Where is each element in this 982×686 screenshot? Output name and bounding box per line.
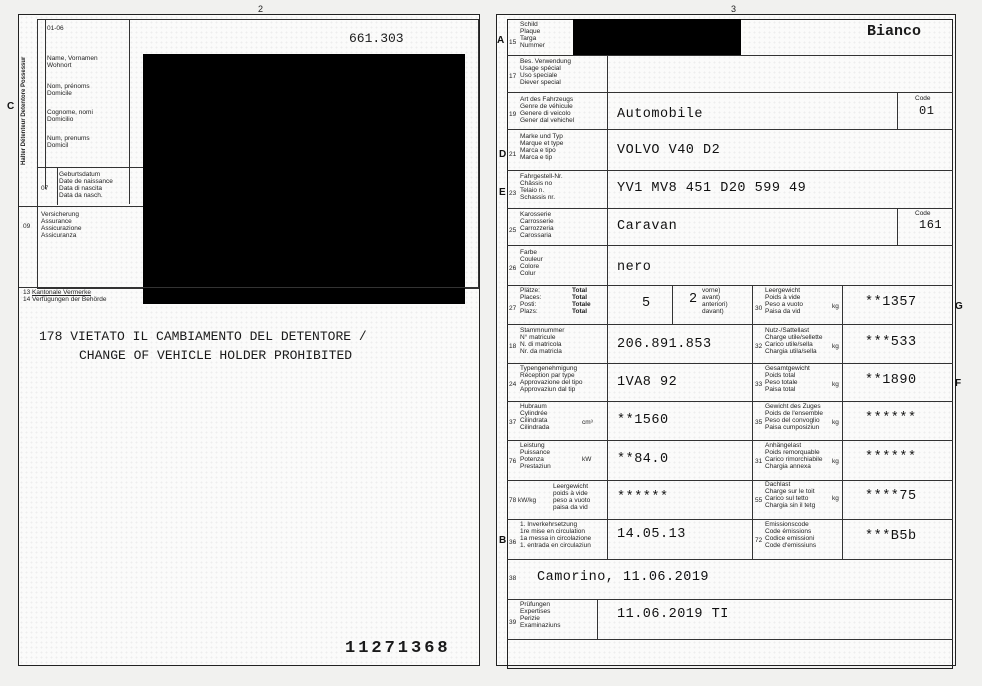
holder-code: 01-06 — [47, 25, 64, 32]
colour-code: 26 — [509, 265, 517, 272]
first-reg-code: 36 — [509, 539, 517, 546]
empty-weight-code: 30 — [755, 305, 763, 312]
trailer-load-unit: kg — [832, 458, 839, 465]
chassis-value: YV1 MV8 451 D20 599 49 — [617, 181, 807, 196]
displacement-code: 37 — [509, 419, 517, 426]
roof-load-unit: kg — [832, 495, 839, 502]
payload-labels: Nutz-/Sattellast Charge utile/sellette Carico utile/sella Chargia utila/sella — [765, 327, 823, 355]
empty-weight-unit: kg — [832, 303, 839, 310]
master-no-labels: Stammnummer N° matricule N. di matricola Nr. da matricla — [520, 327, 565, 355]
train-weight-unit: kg — [832, 419, 839, 426]
kw-per-kg-labels: Leergewicht poids à vide peso a vuoto paisa da vid — [553, 483, 591, 511]
type-code: 19 — [509, 111, 517, 118]
first-reg-value: 14.05.13 — [617, 527, 686, 542]
holder-name-it: Cognome, nomi Domicilio — [47, 109, 93, 123]
page-number-left: 2 — [258, 4, 264, 14]
place-date-value: Camorino, 11.06.2019 — [537, 570, 710, 585]
train-weight-labels: Gewicht des Zuges Poids de l'ensemble Peso del convoglio Paisa cumposiziun — [765, 403, 823, 431]
power-value: **84.0 — [617, 452, 669, 467]
brand-code: 21 — [509, 151, 517, 158]
use-labels: Bes. Verwendung Usage spécial Uso speciale Diever special — [520, 58, 571, 86]
type-labels: Art des Fahrzeugs Genre de véhicule Genere di veicolo Gener dal vehichel — [520, 96, 575, 124]
insurance-labels: Versicherung Assurance Assicurazione Assicuranza — [41, 211, 82, 239]
inspection-value: 11.06.2019 TI — [617, 607, 729, 622]
seats-front-labels: vorne) avant) anteriori) davant) — [702, 287, 728, 315]
type-approval-value: 1VA8 92 — [617, 375, 678, 390]
redaction-box — [143, 54, 465, 304]
cantonal-notes: 13 Kantonale Vermerke 14 Verfügungen der Behörde — [23, 289, 107, 303]
body-code: 25 — [509, 227, 517, 234]
letter-d: D — [499, 149, 507, 160]
power-labels: Leistung Puissance Potenza Prestaziun — [520, 442, 551, 470]
birth-code: 07 — [41, 185, 49, 192]
colour-value: nero — [617, 260, 652, 275]
vehicle-type-value: Automobile — [617, 107, 704, 122]
right-page — [496, 14, 963, 666]
plate-labels: Schild Plaque Targa Nummer — [520, 21, 545, 49]
remark-line-1: 178 VIETATO IL CAMBIAMENTO DEL DETENTORE / — [39, 329, 367, 344]
trailer-load-code: 31 — [755, 458, 763, 465]
emission-value: ***B5b — [865, 529, 917, 544]
section-letter-c: C — [7, 101, 15, 112]
page-number-right: 3 — [731, 4, 737, 14]
letter-g: G — [955, 301, 963, 312]
left-page — [7, 14, 480, 666]
total-weight-value: **1890 — [865, 373, 917, 388]
kw-per-kg-value: ****** — [617, 490, 669, 505]
holder-number: 661.303 — [349, 31, 404, 46]
type-approval-labels: Typengenehmigung Réception par type Approvazione del tipo Approvaziun dal tip — [520, 365, 583, 393]
seats-front-value: 2 — [689, 292, 698, 307]
displacement-unit: cm³ — [582, 419, 593, 426]
place-date-code: 38 — [509, 575, 517, 582]
total-weight-code: 33 — [755, 381, 763, 388]
first-reg-labels: 1. Inverkehrsetzung 1re mise en circulation 1a messa in circolazione 1. entrada en circulaziun — [520, 521, 592, 549]
emission-labels: Emissionscode Code émissions Codice emissioni Code d'emissiuns — [765, 521, 817, 549]
body-labels: Karosserie Carrosserie Carrozzeria Carossaria — [520, 211, 554, 239]
chassis-labels: Fahrgestell-Nr. Châssis no Telaio n. Schassis nr. — [520, 173, 563, 201]
train-weight-value: ****** — [865, 411, 917, 426]
seats-total-value: 5 — [642, 296, 651, 311]
total-weight-unit: kg — [832, 381, 839, 388]
empty-weight-value: **1357 — [865, 295, 917, 310]
roof-load-labels: Dachlast Charge sur le toit Carico sul tetto Chargia sin il tetg — [765, 481, 816, 509]
train-weight-code: 35 — [755, 419, 763, 426]
empty-weight-labels: Leergewicht Poids à vide Peso a vuoto Paisa da vid — [765, 287, 803, 315]
plate-colour: Bianco — [867, 23, 922, 40]
letter-f: F — [955, 378, 962, 389]
body-value: Caravan — [617, 219, 678, 234]
body-code-value: 161 — [919, 218, 943, 232]
body-code-label: Code — [915, 210, 931, 217]
holder-side-label: Halter Détenteur Detentore Possessur — [21, 56, 27, 165]
seats-totals: Total Total Totale Total — [572, 287, 591, 315]
remark-line-2: CHANGE OF VEHICLE HOLDER PROHIBITED — [79, 348, 353, 363]
roof-load-code: 55 — [755, 497, 763, 504]
inspection-code: 39 — [509, 619, 517, 626]
type-code-label: Code — [915, 95, 931, 102]
colour-labels: Farbe Couleur Colore Colur — [520, 249, 543, 277]
type-code-value: 01 — [919, 104, 935, 118]
letter-e: E — [499, 187, 506, 198]
type-approval-code: 24 — [509, 381, 517, 388]
holder-name-fr: Nom, prénoms Domicile — [47, 83, 90, 97]
chassis-code: 23 — [509, 190, 517, 197]
insurance-code: 09 — [23, 223, 31, 230]
payload-value: ***533 — [865, 335, 917, 350]
letter-b: B — [499, 535, 507, 546]
displacement-labels: Hubraum Cylindrée Cilindrata Cilindrada — [520, 403, 550, 431]
kw-per-kg-code: 78 kW/kg — [509, 497, 537, 504]
plate-redaction — [573, 19, 741, 55]
trailer-load-value: ****** — [865, 450, 917, 465]
letter-a: A — [497, 35, 505, 46]
displacement-value: **1560 — [617, 413, 669, 428]
brand-labels: Marke und Typ Marque et type Marca e tipo Marca e tip — [520, 133, 564, 161]
birth-labels: Geburtsdatum Date de naissance Data di nascita Data da nasch. — [59, 171, 113, 199]
plate-code: 15 — [509, 39, 517, 46]
brand-value: VOLVO V40 D2 — [617, 143, 721, 158]
trailer-load-labels: Anhängelast Poids remorquable Carico rimorchiabile Chargia annexa — [765, 442, 823, 470]
use-code: 17 — [509, 73, 517, 80]
power-code: 76 — [509, 458, 517, 465]
roof-load-value: ****75 — [865, 489, 917, 504]
master-no-value: 206.891.853 — [617, 337, 712, 352]
seats-labels: Plätze: Places: Posti: Plazs: — [520, 287, 542, 315]
seats-code: 27 — [509, 305, 517, 312]
total-weight-labels: Gesamtgewicht Poids total Peso totale Paisa total — [765, 365, 810, 393]
holder-name-de: Name, Vornamen Wohnort — [47, 55, 98, 69]
holder-name-rm: Num, prenums Domicil — [47, 135, 90, 149]
power-unit: kW — [582, 456, 592, 463]
master-no-code: 18 — [509, 343, 517, 350]
payload-unit: kg — [832, 343, 839, 350]
payload-code: 32 — [755, 343, 763, 350]
inspection-labels: Prüfungen Expertises Perizie Examinaziuns — [520, 601, 561, 629]
emission-code: 72 — [755, 537, 763, 544]
document-number: 11271368 — [345, 639, 451, 658]
